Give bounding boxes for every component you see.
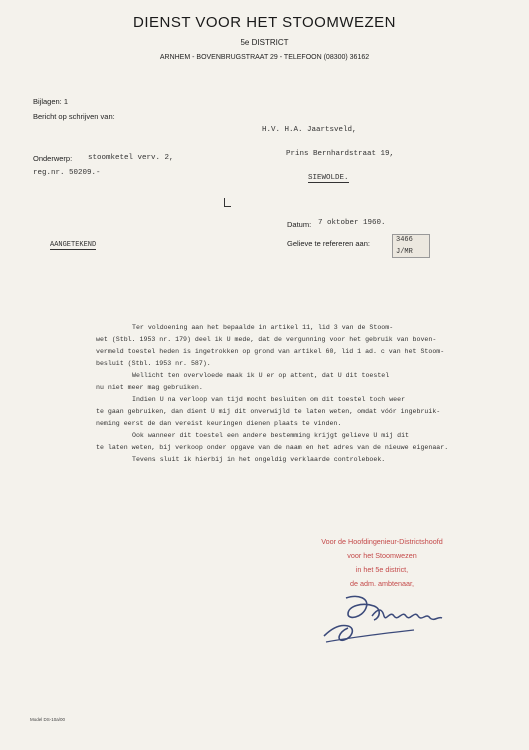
handwritten-signature: [318, 588, 448, 648]
letterhead-district: 5e DISTRICT: [240, 38, 289, 47]
recipient-street: Prins Bernhardstraat 19,: [286, 150, 395, 158]
letterhead-title: DIENST VOOR HET STOOMWEZEN: [132, 14, 397, 31]
body-line: Ter voldoening aan het bepaalde in artikel 11, lid 3 van de Stoom-: [132, 324, 394, 331]
body-line: te gaan gebruiken, dan dient U mij dit onverwijld te laten weten, omdat vóór ingebruik-: [96, 408, 441, 415]
bijlagen-label: Bijlagen: 1: [33, 97, 69, 106]
window-corner-mark: [224, 198, 231, 207]
onderwerp-line-1: stoomketel verv. 2,: [88, 154, 174, 162]
onderwerp-line-2: reg.nr. 50209.-: [33, 169, 101, 177]
datum-value: 7 oktober 1960.: [318, 219, 386, 227]
stamp-line-3: in het 5e district,: [355, 565, 409, 574]
datum-label: Datum:: [287, 220, 312, 229]
onderwerp-label: Onderwerp:: [33, 154, 73, 163]
body-line: vermeld toestel heden is ingetrokken op grond van artikel 60, lid 1 ad. c van het Stoom-: [96, 348, 445, 355]
body-line: Wellicht ten overvloede maak ik U er op attent, dat U dit toestel: [132, 372, 390, 379]
stamp-line-1: Voor de Hoofdingenieur-Districtshoofd: [321, 537, 443, 546]
body-line: Indien U na verloop van tijd mocht besluiten om dit toestel toch weer: [132, 396, 406, 403]
recipient-city: SIEWOLDE.: [308, 174, 349, 182]
body-line: nu niet meer mag gebruiken.: [96, 384, 203, 391]
form-code: Model DS-10a/00: [30, 717, 66, 722]
aangetekend-mark: AANGETEKEND: [50, 241, 97, 249]
body-line: wet (Stbl. 1953 nr. 179) deel ik U mede, dat de vergunning voor het gebruik van boven-: [96, 336, 437, 343]
stamp-line-4: de adm. ambtenaar,: [350, 579, 414, 588]
reference-initials: J/MR: [396, 248, 413, 256]
body-line: te laten weten, bij verkoop onder opgave van de naam en het adres van de nieuwe eigenaar.: [96, 444, 449, 451]
body-line: neming eerst de dan vereist keuringen dienen plaats te vinden.: [96, 420, 342, 427]
letterhead-address: ARNHEM - BOVENBRUGSTRAAT 29 - TELEFOON (08300) 36162: [159, 54, 370, 61]
body-line: Ook wanneer dit toestel een andere bestemming krijgt gelieve U mij dit: [132, 432, 409, 439]
body-line: Tevens sluit ik hierbij in het ongeldig verklaarde controleboek.: [132, 456, 386, 463]
referentie-label: Gelieve te refereren aan:: [287, 239, 370, 248]
body-line: besluit (Stbl. 1953 nr. 587).: [96, 360, 211, 367]
reference-number: 3466: [396, 236, 413, 244]
bericht-label: Bericht op schrijven van:: [33, 112, 115, 121]
stamp-line-2: voor het Stoomwezen: [347, 551, 417, 560]
recipient-name: H.V. H.A. Jaartsveld,: [262, 126, 357, 134]
